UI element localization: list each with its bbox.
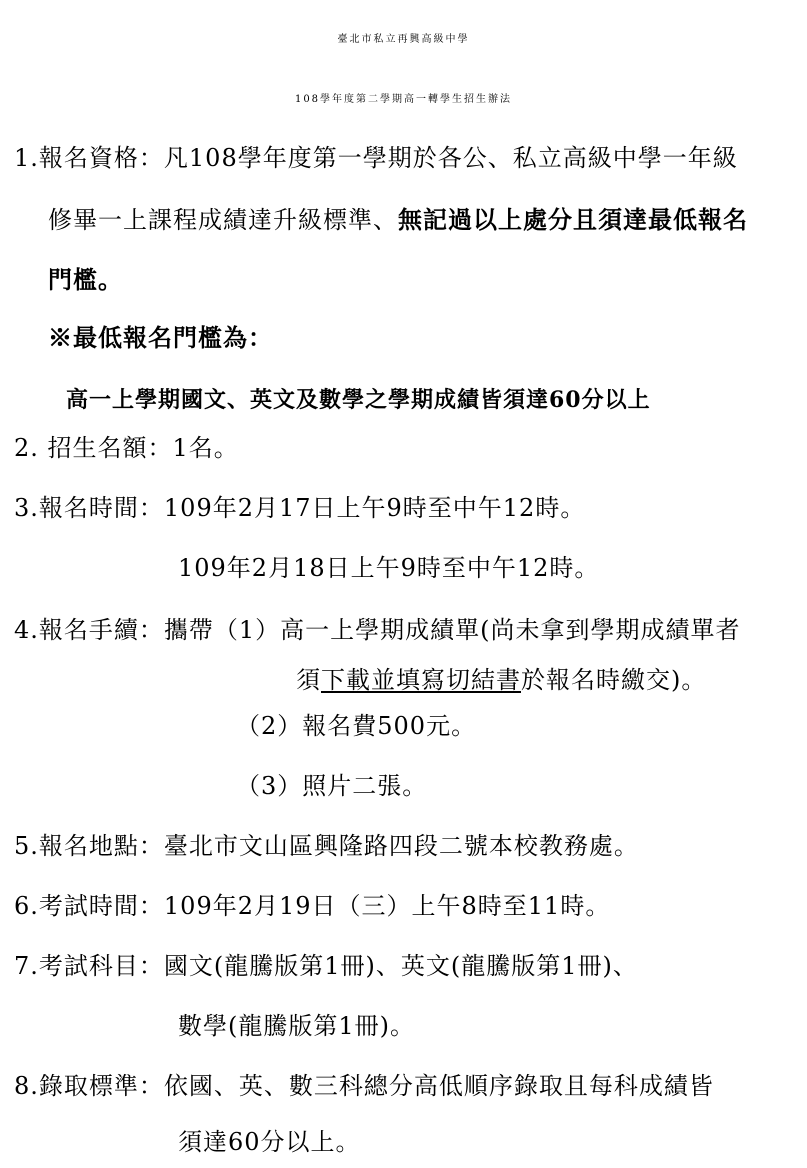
item-5-location xyxy=(14,830,639,862)
item-8-text-1: 依國、英、數三科總分高低順序錄取且每科成績皆 xyxy=(163,1072,714,1100)
item-7-text-1: 國文(龍騰版第1冊)、英文(龍騰版第1冊)、 xyxy=(163,952,638,980)
item-4-line-2 xyxy=(296,664,706,696)
item-1-label: 1.報名資格： xyxy=(14,144,164,172)
item-3-text-1: 109年2月17日上午9時至中午12時。 xyxy=(163,494,586,522)
item-4-line-3: （2）報名費500元。 xyxy=(236,712,477,740)
item-3-label: 3.報名時間： xyxy=(14,494,164,522)
item-2-quota xyxy=(14,432,239,464)
item-4-line-1 xyxy=(14,614,741,646)
item-5-value: 臺北市文山區興隆路四段二號本校教務處。 xyxy=(163,832,639,860)
item-8-line-2: 須達60分以上。 xyxy=(178,1128,361,1156)
item-1-text-bold: 無記過以上處分且須達最低報名 xyxy=(398,205,748,234)
item-2-value: 1名。 xyxy=(172,434,239,462)
document-title: 108學年度第二學期高一轉學生招生辦法 xyxy=(294,94,513,105)
item-1-text: 凡108學年度第一學期於各公、私立高級中學一年級 xyxy=(163,144,738,172)
item-2-label: 2. 招生名額： xyxy=(14,434,173,462)
school-name: 臺北市私立再興高級中學 xyxy=(337,34,470,45)
item-6-exam-time xyxy=(14,890,610,922)
item-1-text-plain: 修畢一上課程成績達升級標準、 xyxy=(48,206,398,234)
item-7-line-2: 數學(龍騰版第1冊)。 xyxy=(178,1012,415,1040)
item-4-text-1: 攜帶（1）高一上學期成績單(尚未拿到學期成績單者 xyxy=(163,616,741,644)
item-6-value: 109年2月19日（三）上午8時至11時。 xyxy=(163,892,611,920)
item-5-label: 5.報名地點： xyxy=(14,832,164,860)
item-4-label: 4.報名手續： xyxy=(14,616,164,644)
item-1-line-1 xyxy=(14,142,738,174)
item-7-label: 7.考試科目： xyxy=(14,952,164,980)
item-7-line-1 xyxy=(14,950,638,982)
threshold-detail: 高一上學期國文、英文及數學之學期成績皆須達60分以上 xyxy=(66,387,651,413)
item-4-line-4: （3）照片二張。 xyxy=(236,772,428,800)
threshold-heading: ※最低報名門檻為： xyxy=(48,323,273,352)
item-1-line-3: 門檻。 xyxy=(48,265,123,294)
item-4-text-pre: 須 xyxy=(296,666,321,694)
item-3-line-1 xyxy=(14,492,585,524)
item-8-label: 8.錄取標準： xyxy=(14,1072,164,1100)
item-1-line-2 xyxy=(48,204,748,236)
item-8-line-1 xyxy=(14,1070,714,1102)
item-3-line-2: 109年2月18日上午9時至中午12時。 xyxy=(178,554,600,582)
item-4-text-post: 於報名時繳交)。 xyxy=(521,666,707,694)
affidavit-download-link[interactable]: 下載並填寫切結書 xyxy=(321,666,521,694)
item-6-label: 6.考試時間： xyxy=(14,892,164,920)
